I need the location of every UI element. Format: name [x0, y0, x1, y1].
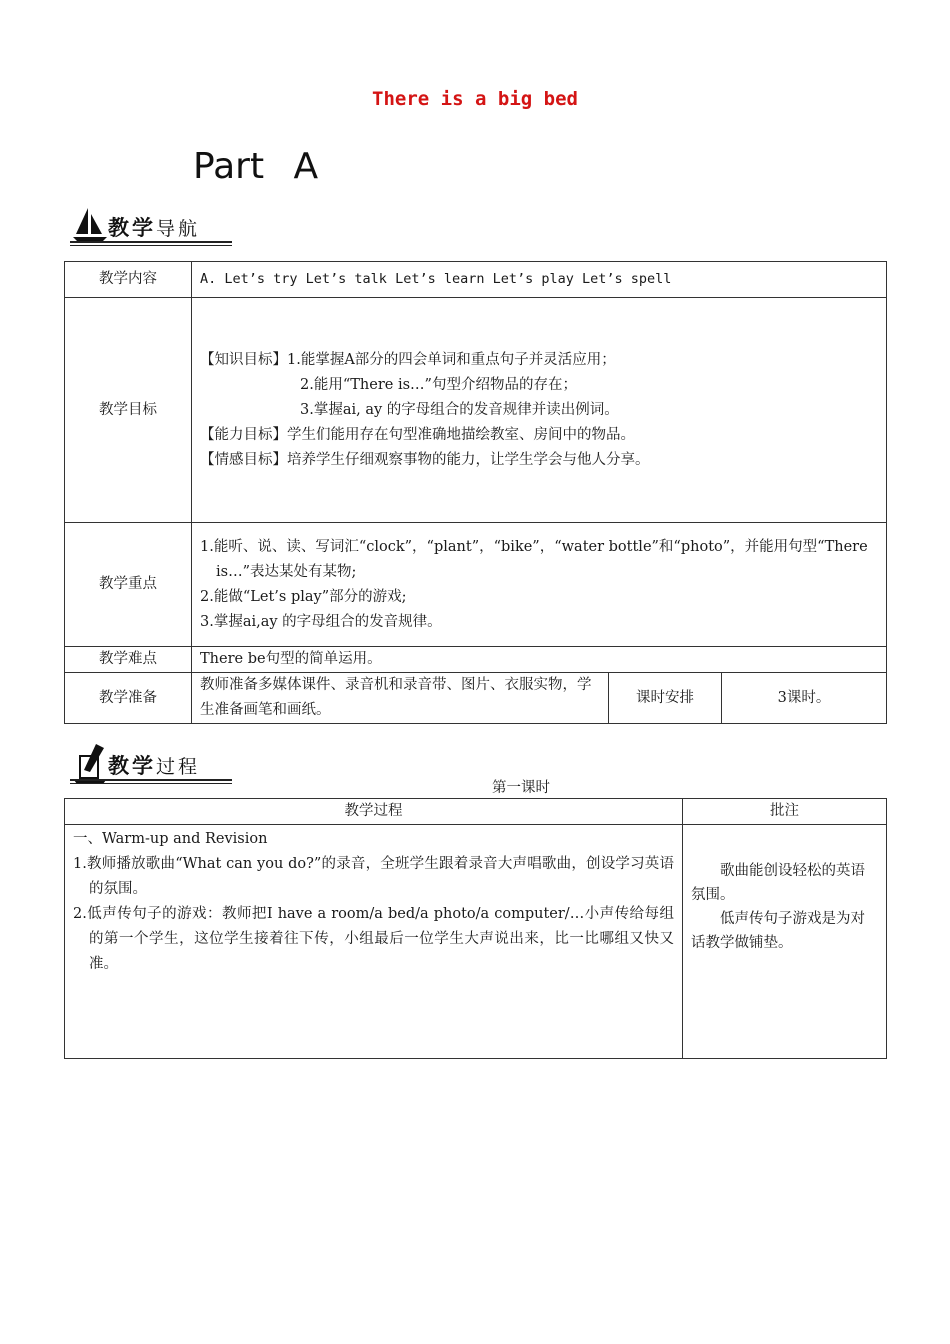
lesson-plan-table: [64, 261, 887, 724]
difficulty-value: There be句型的简单运用。: [192, 647, 887, 673]
key-points-value: [192, 523, 887, 647]
schedule-value: 3课时。: [722, 673, 887, 724]
notes-content: [683, 825, 887, 1059]
goals-value: [192, 298, 887, 523]
content-label: 教学内容: [65, 262, 192, 298]
banner-title-bold: 教学: [108, 754, 156, 778]
teaching-process-table: [64, 798, 887, 1059]
process-line: 2.低声传句子的游戏：教师把I have a room/a bed/a photo/a computer/…小声传给每组的第一个学生，这位学生接着往下传，小组最后一位学生大声说出来，比一比哪组又快又准。: [73, 906, 674, 972]
notes-column-header: 批注: [683, 799, 887, 825]
note-paragraph: 歌曲能创设轻松的英语氛围。: [691, 863, 865, 903]
session-label: 第一课时: [492, 780, 550, 796]
process-line: 1.教师播放歌曲“What can you do?”的录音，全班学生跟着录音大声唱歌曲，创设学习英语的氛围。: [73, 856, 674, 897]
key-points-row: [65, 523, 887, 647]
key-point: 3.掌握ai,ay 的字母组合的发音规律。: [200, 613, 442, 630]
sailboat-icon: [70, 204, 110, 244]
process-content: [65, 825, 683, 1059]
preparation-row: [65, 673, 887, 724]
difficulty-row: [65, 647, 887, 673]
preparation-label: 教学准备: [65, 673, 192, 724]
preparation-value: 教师准备多媒体课件、录音机和录音带、图片、衣服实物，学生准备画笔和画纸。: [192, 673, 609, 724]
banner-underline-thin: [70, 245, 232, 246]
process-column-header: 教学过程: [65, 799, 683, 825]
goals-label: 教学目标: [65, 298, 192, 523]
banner-title-light: 导航: [156, 218, 201, 240]
goal-line: 【知识目标】1.能掌握A部分的四会单词和重点句子并灵活应用；: [200, 351, 616, 368]
key-points-label: 教学重点: [65, 523, 192, 647]
banner-underline: [70, 241, 232, 243]
teaching-navigation-banner: [66, 204, 236, 252]
banner-title: [108, 212, 200, 242]
process-header-row: [65, 799, 887, 825]
key-point: 2.能做“Let’s play”部分的游戏;: [200, 588, 407, 605]
document-title: There is a big bed: [372, 88, 578, 110]
process-body-row: [65, 825, 887, 1059]
banner-title-bold: 教学: [108, 216, 156, 240]
part-title: Part A: [193, 146, 319, 187]
goals-row: [65, 298, 887, 523]
note-paragraph: 低声传句子游戏是为对话教学做铺垫。: [691, 911, 865, 951]
goal-line: 【情感目标】培养学生仔细观察事物的能力，让学生学会与他人分享。: [200, 451, 650, 468]
schedule-label: 课时安排: [609, 673, 722, 724]
process-line: 一、Warm-up and Revision: [73, 831, 268, 847]
content-row: [65, 262, 887, 298]
goal-line: 2.能用“There is…”句型介绍物品的存在；: [300, 376, 577, 393]
banner-title-light: 过程: [156, 756, 201, 778]
difficulty-label: 教学难点: [65, 647, 192, 673]
key-point: 1.能听、说、读、写词汇“clock”，“plant”，“bike”，“water bottle”和“photo”，并能用句型“There is…”表达某处有某物;: [200, 538, 868, 580]
goal-line: 3.掌握ai, ay 的字母组合的发音规律并读出例词。: [300, 401, 619, 418]
content-value: A. Let’s try Let’s talk Let’s learn Let’s play Let’s spell: [192, 262, 887, 298]
goal-line: 【能力目标】学生们能用存在句型准确地描绘教室、房间中的物品。: [200, 426, 635, 443]
